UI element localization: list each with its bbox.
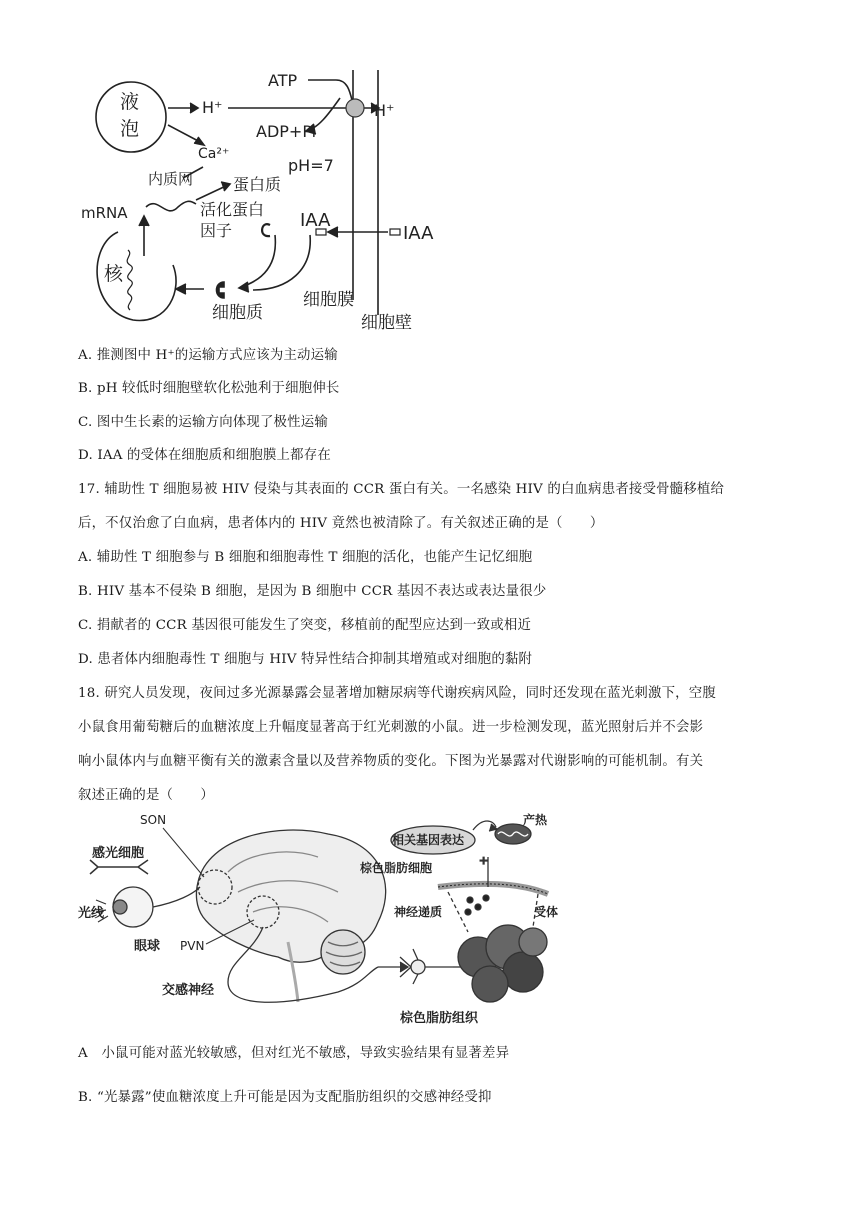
protein-label: 蛋白质 — [233, 175, 282, 194]
pvn-label: PVN — [180, 939, 205, 953]
q17-stem-line-1: 17. 辅助性 T 细胞易被 HIV 侵染与其表面的 CCR 蛋白有关。一名感染 HIV 的白血病患者接受骨髓移植给 — [78, 482, 725, 497]
factor-label: 因子 — [200, 221, 233, 240]
atp-label: ATP — [268, 71, 298, 90]
q18-option-b: B. “光暴露”使血糖浓度上升可能是因为支配脂肪组织的交感神经受抑 — [78, 1090, 492, 1105]
q17-option-c: C. 捐献者的 CCR 基因很可能发生了突变，移植前的配型应达到一致或相近 — [78, 618, 532, 633]
activated-protein-label: 活化蛋白 — [200, 200, 265, 219]
light-label: 光线 — [78, 906, 105, 921]
ph-label: pH=7 — [288, 156, 334, 175]
eyeball-label: 眼球 — [134, 939, 161, 954]
gene-expression-label: 相关基因表达 — [392, 833, 465, 847]
neuron-icon — [411, 960, 425, 974]
q16-option-b: B. pH 较低时细胞壁软化松弛利于细胞伸长 — [78, 381, 340, 396]
iaa-inner-label: IAA — [300, 210, 331, 231]
photoreceptor-icon — [90, 860, 148, 874]
light-exposure-mechanism-diagram — [78, 812, 568, 1034]
q17-option-d: D. 患者体内细胞毒性 T 细胞与 HIV 特异性结合抑制其增殖或对细胞的黏附 — [78, 652, 533, 667]
chromatin — [127, 250, 132, 310]
photoreceptor-label: 感光细胞 — [92, 846, 145, 861]
heat-label: 产热 — [523, 813, 548, 827]
auxin-cell-diagram — [78, 60, 458, 338]
q18-option-a: A 小鼠可能对蓝光较敏感，但对红光不敏感，导致实验结果有显著差异 — [78, 1046, 510, 1061]
brown-fat-tissue-label: 棕色脂肪组织 — [400, 1011, 479, 1026]
h-plus-right: H⁺ — [374, 101, 395, 120]
q18-stem-line-2: 小鼠食用葡萄糖后的血糖浓度上升幅度显著高于红光刺激的小鼠。进一步检测发现，蓝光照射后并不会影 — [78, 720, 704, 735]
brown-fat-cell-label: 棕色脂肪细胞 — [360, 861, 433, 875]
q16-option-a: A. 推测图中 H⁺的运输方式应该为主动运输 — [78, 348, 338, 363]
sympathetic-label: 交感神经 — [162, 983, 215, 998]
q18-stem-line-1: 18. 研究人员发现，夜间过多光源暴露会显著增加糖尿病等代谢疾病风险，同时还发现在蓝光刺激下，空腹 — [78, 686, 716, 701]
adp-label: ADP+Pi — [256, 122, 317, 141]
cerebellum — [321, 930, 365, 974]
vacuole-label-1: 液 — [120, 91, 140, 113]
q17-option-b: B. HIV 基本不侵染 B 细胞，是因为 B 细胞中 CCR 基因不表达或表达量很少 — [78, 584, 547, 599]
h-plus-left: H⁺ — [202, 98, 223, 117]
proton-pump-icon — [346, 99, 364, 117]
q17-option-a: A. 辅助性 T 细胞参与 B 细胞和细胞毒性 T 细胞的活化，也能产生记忆细胞 — [78, 550, 533, 565]
cytoplasm-label: 细胞质 — [212, 303, 263, 323]
q16-option-c: C. 图中生长素的运输方向体现了极性运输 — [78, 415, 328, 430]
er-label: 内质网 — [148, 170, 194, 188]
mrna-label: mRNA — [81, 204, 128, 222]
ca-label: Ca²⁺ — [198, 146, 230, 162]
vacuole-label-2: 泡 — [120, 118, 140, 140]
wall-label: 细胞壁 — [361, 313, 412, 333]
son-label: SON — [140, 813, 167, 827]
neurotransmitter-label: 神经递质 — [394, 905, 443, 919]
nucleus-label: 核 — [104, 263, 124, 285]
mrna-squiggle — [146, 201, 196, 211]
receptor-label: 受体 — [534, 905, 559, 919]
q17-stem-line-2: 后，不仅治愈了白血病，患者体内的 HIV 竟然也被清除了。有关叙述正确的是（ ） — [78, 516, 604, 531]
svg-text:+: + — [479, 854, 489, 867]
q16-option-d: D. IAA 的受体在细胞质和细胞膜上都存在 — [78, 448, 331, 463]
membrane-label: 细胞膜 — [303, 290, 354, 310]
q18-stem-line-4: 叙述正确的是（ ） — [78, 788, 214, 803]
iaa-outer-label: IAA — [403, 223, 434, 244]
q18-stem-line-3: 响小鼠体内与血糖平衡有关的激素含量以及营养物质的变化。下图为光暴露对代谢影响的可能机制。有关 — [78, 754, 704, 769]
